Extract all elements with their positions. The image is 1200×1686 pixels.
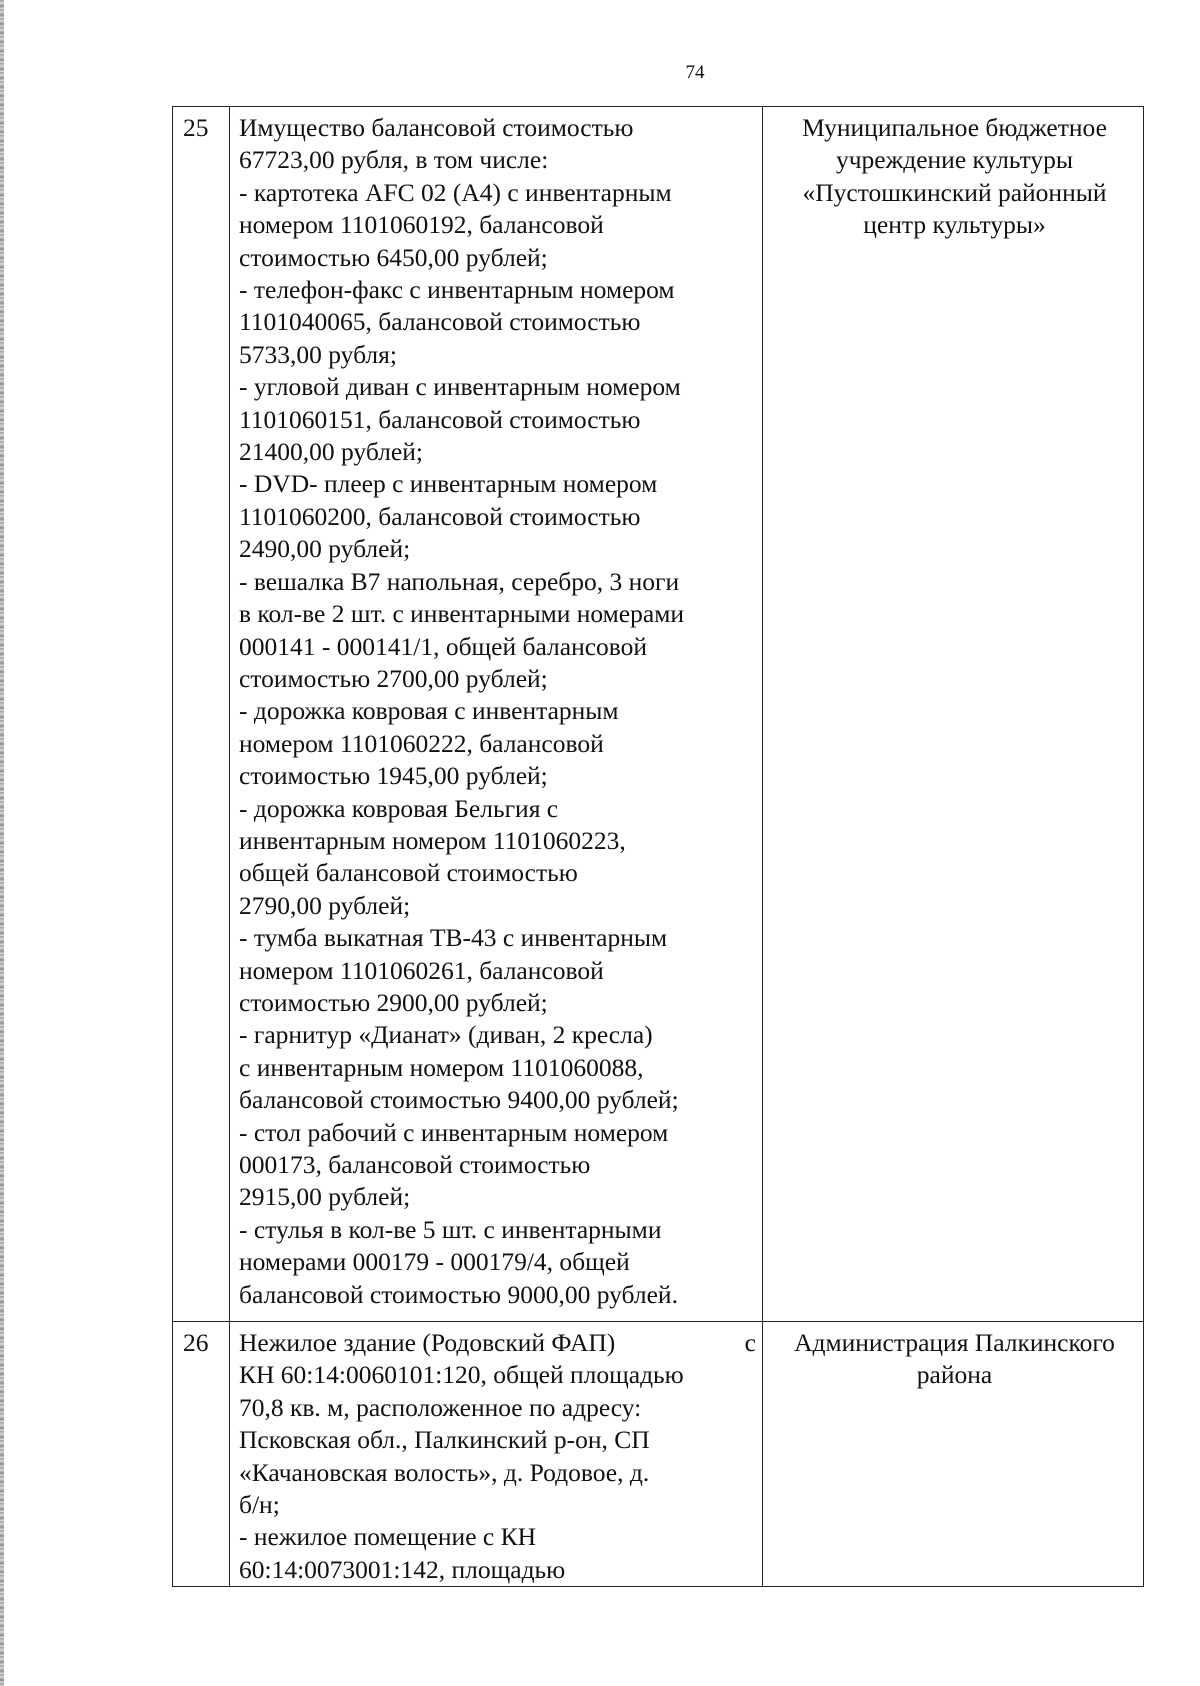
description-line: стоимостью 1945,00 рублей; <box>239 761 548 791</box>
description-line: б/н; <box>239 1490 280 1520</box>
description-line: стоимостью 6450,00 рублей; <box>239 242 548 272</box>
description-line: 1101040065, балансовой стоимостью <box>239 307 641 337</box>
description-line: общей балансовой стоимостью <box>239 858 578 888</box>
description-line: - вешалка В7 напольная, серебро, 3 ноги <box>239 566 680 596</box>
description-line: 2490,00 рублей; <box>239 534 411 564</box>
holder-line: центр культуры» <box>863 210 1046 240</box>
description-line: 000173, балансовой стоимостью <box>239 1150 591 1179</box>
description-line-left: Нежилое здание (Родовский ФАП) <box>239 1328 616 1357</box>
description-line: инвентарным номером 1101060223, <box>239 825 626 855</box>
description-line: - нежилое помещение с КН <box>239 1522 536 1552</box>
description-line: 21400,00 рублей; <box>239 437 423 467</box>
row-number: 25 <box>173 107 230 1322</box>
description-line: 67723,00 рубля, в том числе: <box>239 145 549 175</box>
scan-edge <box>0 0 4 1686</box>
row-number: 26 <box>173 1322 230 1587</box>
description-line: Псковская обл., Палкинский р-он, СП <box>239 1425 650 1455</box>
description-line: с инвентарным номером 1101060088, <box>239 1052 644 1082</box>
property-holder <box>763 107 1144 1322</box>
description-line: - тумба выкатная ТВ-43 с инвентарным <box>239 923 668 953</box>
description-line: номером 1101060222, балансовой <box>239 728 604 758</box>
description-line: - угловой диван с инвентарным номером <box>239 372 681 402</box>
holder-line: района <box>916 1360 993 1390</box>
page-number: 74 <box>685 62 705 83</box>
description-line: - телефон-факс с инвентарным номером <box>239 275 675 305</box>
description-line: 2790,00 рублей; <box>239 890 411 920</box>
property-description <box>230 1322 763 1587</box>
description-line: - стол рабочий с инвентарным номером <box>239 1117 669 1147</box>
description-line-right: с <box>744 1328 756 1357</box>
property-holder <box>763 1322 1144 1587</box>
description-line: - дорожка ковровая Бельгия с <box>239 793 559 823</box>
description-line: балансовой стоимостью 9000,00 рублей. <box>239 1279 678 1309</box>
holder-line: «Пустошкинский районный <box>802 177 1107 207</box>
description-line: 1101060200, балансовой стоимостью <box>239 501 641 531</box>
description-line: стоимостью 2700,00 рублей; <box>239 663 548 693</box>
holder-line: Муниципальное бюджетное <box>802 113 1107 142</box>
table-row <box>173 1322 1144 1587</box>
property-description <box>230 107 763 1322</box>
description-line: 1101060151, балансовой стоимостью <box>239 404 641 434</box>
description-line: 000141 - 000141/1, общей балансовой <box>239 631 648 661</box>
description-line: КН 60:14:0060101:120, общей площадью <box>239 1360 684 1390</box>
description-line: 5733,00 рубля; <box>239 339 397 369</box>
holder-line: Администрация Палкинского <box>794 1328 1115 1357</box>
description-line: балансовой стоимостью 9400,00 рублей; <box>239 1085 679 1115</box>
description-line: в кол-ве 2 шт. с инвентарными номерами <box>239 599 684 629</box>
description-line: - гарнитур «Дианат» (диван, 2 кресла) <box>239 1020 653 1050</box>
description-line: «Качановская волость», д. Родовое, д. <box>239 1457 650 1487</box>
table-row <box>173 107 1144 1322</box>
description-line: стоимостью 2900,00 рублей; <box>239 987 548 1017</box>
description-line: 60:14:0073001:142, площадью <box>239 1554 566 1584</box>
description-line: 2915,00 рублей; <box>239 1182 411 1212</box>
description-line: номером 1101060192, балансовой <box>239 210 604 240</box>
description-line: - картотека AFC 02 (А4) с инвентарным <box>239 177 672 207</box>
property-table <box>172 106 1144 1587</box>
description-line: Имущество балансовой стоимостью <box>239 113 634 142</box>
holder-line: учреждение культуры <box>835 145 1074 175</box>
description-line <box>239 1327 756 1359</box>
description-line: номерами 000179 - 000179/4, общей <box>239 1247 630 1277</box>
description-line: - стулья в кол-ве 5 шт. с инвентарными <box>239 1214 662 1244</box>
description-line: - DVD- плеер с инвентарным номером <box>239 469 658 499</box>
description-line: 70,8 кв. м, расположенное по адресу: <box>239 1392 642 1422</box>
description-line: номером 1101060261, балансовой <box>239 955 604 985</box>
description-line: - дорожка ковровая с инвентарным <box>239 696 619 726</box>
